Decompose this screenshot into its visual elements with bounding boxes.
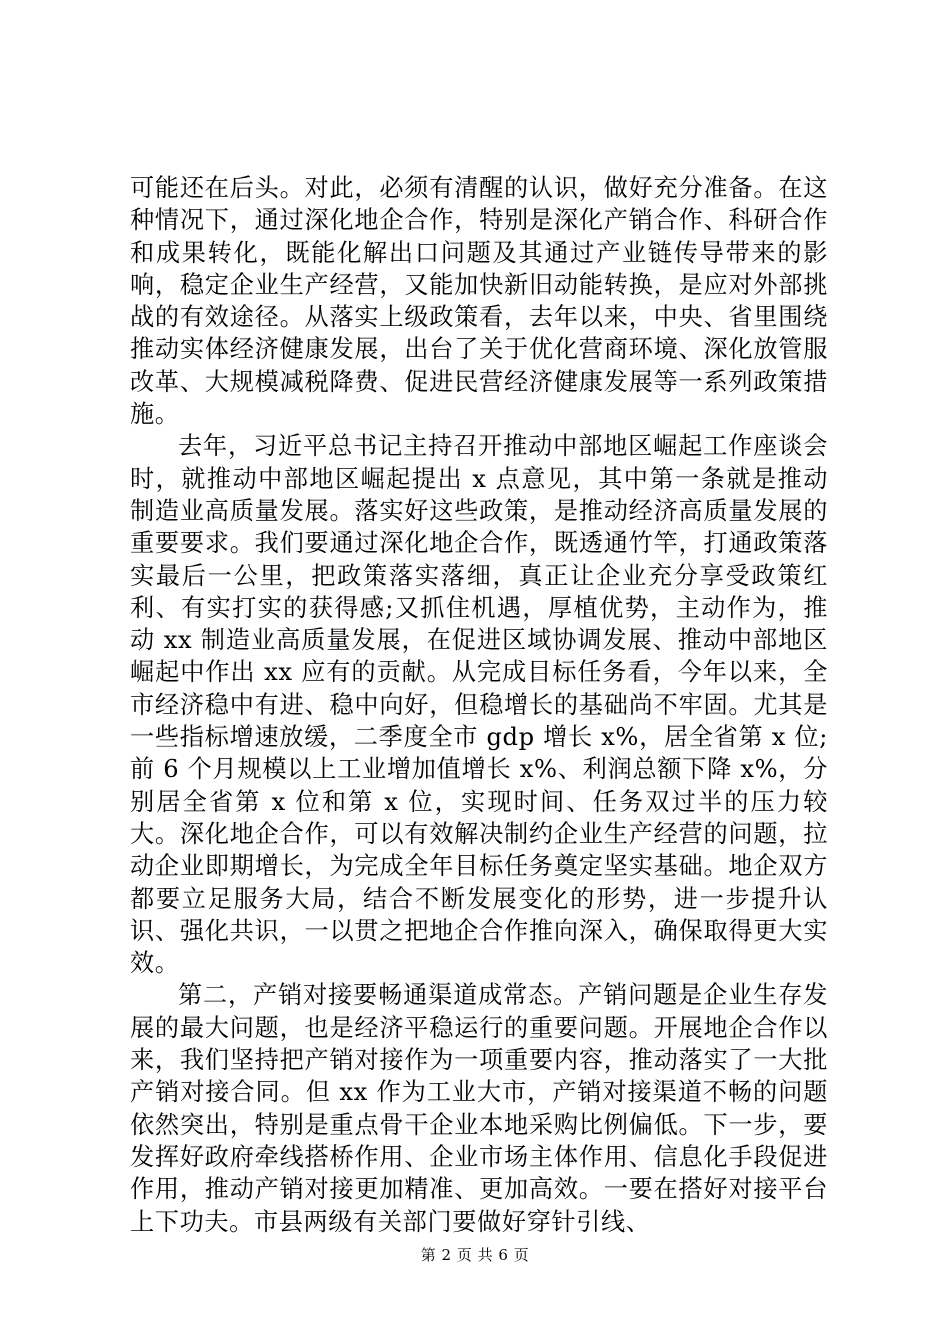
document-body	[130, 172, 828, 1238]
paragraph-2: 去年，习近平总书记主持召开推动中部地区崛起工作座谈会时，就推动中部地区崛起提出 x 点意见，其中第一条就是推动制造业高质量发展。落实好这些政策，是推动经济高质量发展的重要要求。我们要通过深化地企合作，既透通竹竿，打通政策落实最后一公里，把政策落实落细，真正让企业充分享受政策红利、有实打实的获得感;又抓住机遇，厚植优势，主动作为，推动 xx 制造业高质量发展，在促进区域协调发展、推动中部地区崛起中作出 xx 应有的贡献。从完成目标任务看，今年以来，全市经济稳中有进、稳中向好，但稳增长的基础尚不牢固。尤其是一些指标增速放缓，二季度全市 gdp 增长 x%，居全省第 x 位;前 6 个月规模以上工业增加值增长 x%、利润总额下降 x%，分别居全省第 x 位和第 x 位，实现时间、任务双过半的压力较大。深化地企合作，可以有效解决制约企业生产经营的问题，拉动企业即期增长，为完成全年目标任务奠定坚实基础。地企双方都要立足服务大局，结合不断发展变化的形势，进一步提升认识、强化共识，一以贯之把地企合作推向深入，确保取得更大实效。	[130, 432, 828, 978]
paragraph-1: 可能还在后头。对此，必须有清醒的认识，做好充分准备。在这种情况下，通过深化地企合作，特别是深化产销合作、科研合作和成果转化，既能化解出口问题及其通过产业链传导带来的影响，稳定企业生产经营，又能加快新旧动能转换，是应对外部挑战的有效途径。从落实上级政策看，去年以来，中央、省里围绕推动实体经济健康发展，出台了关于优化营商环境、深化放管服改革、大规模减税降费、促进民营经济健康发展等一系列政策措施。	[130, 174, 828, 429]
paragraph-3: 第二，产销对接要畅通渠道成常态。产销问题是企业生存发展的最大问题，也是经济平稳运行的重要问题。开展地企合作以来，我们坚持把产销对接作为一项重要内容，推动落实了一大批产销对接合同。但 xx 作为工业大市，产销对接渠道不畅的问题依然突出，特别是重点骨干企业本地采购比例偏低。下一步，要发挥好政府牵线搭桥作用、企业市场主体作用、信息化手段促进作用，推动产销对接更加精准、更加高效。一要在搭好对接平台上下功夫。市县两级有关部门要做好穿针引线、	[130, 981, 828, 1236]
page-footer: 第 2 页 共 6 页	[420, 1246, 530, 1264]
